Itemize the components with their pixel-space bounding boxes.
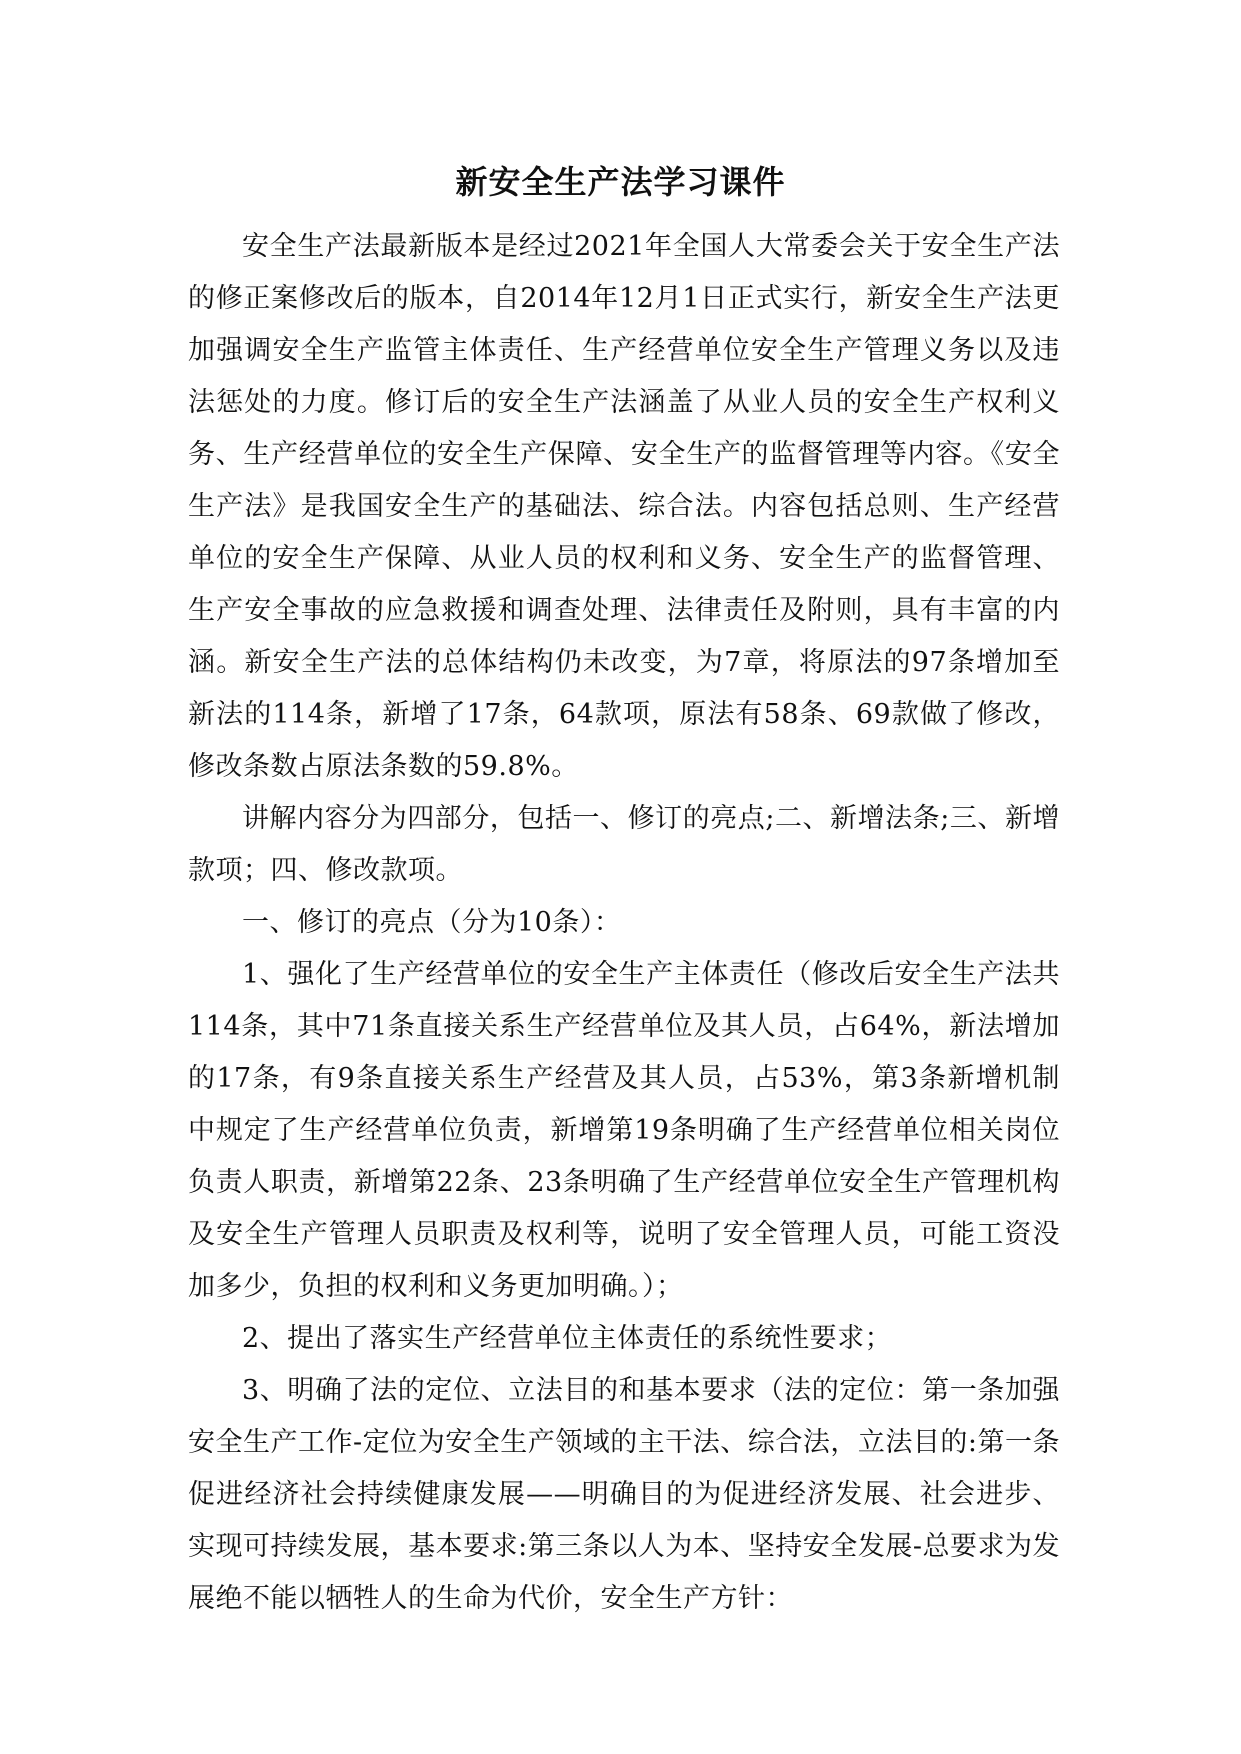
highlight-item-2: 2、提出了落实生产经营单位主体责任的系统性要求； [242,1323,893,1354]
intro-paragraph: 安全生产法最新版本是经过2021年全国人大常委会关于安全生产法的修正案修改后的版本，自2014年12月1日正式实行，新安全生产法更加强调安全生产监管主体责任、生产经营单位安全生产管理义务以及违法惩处的力度。修订后的安全生产法涵盖了从业人员的安全生产权利义务、生产经营单位的安全生产保障、安全生产的监督管理等内容。《安全生产法》是我国安全生产的基础法、综合法。内容包括总则、生产经营单位的安全生产保障、从业人员的权利和义务、安全生产的监督管理、生产安全事故的应急救援和调查处理、法律责任及附则，具有丰富的内涵。新安全生产法的总体结构仍未改变，为7章，将原法的97条增加至新法的114条，新增了17条，64款项，原法有58条、69款做了修改，修改条数占原法条数的59.8%。 [188,231,1060,782]
document-body [188,221,1060,1625]
document-title: 新安全生产法学习课件 [455,163,786,201]
section-heading-highlights: 一、修订的亮点（分为10条）： [242,907,622,938]
highlight-item-3: 3、明确了法的定位、立法目的和基本要求（法的定位：第一条加强安全生产工作-定位为安全生产领域的主干法、综合法，立法目的:第一条促进经济社会持续健康发展——明确目的为促进经济发展、社会进步、实现可持续发展，基本要求:第三条以人为本、坚持安全发展-总要求为发展绝不能以牺牲人的生命为代价，安全生产方针： [188,1375,1060,1614]
highlight-item-1: 1、强化了生产经营单位的安全生产主体责任（修改后安全生产法共114条，其中71条直接关系生产经营单位及其人员，占64%，新法增加的17条，有9条直接关系生产经营及其人员，占53%，第3条新增机制中规定了生产经营单位负责，新增第19条明确了生产经营单位相关岗位负责人职责，新增第22条、23条明确了生产经营单位安全生产管理机构及安全生产管理人员职责及权利等，说明了安全管理人员，可能工资没加多少，负担的权利和义务更加明确。）； [188,959,1060,1302]
outline-paragraph: 讲解内容分为四部分，包括一、修订的亮点;二、新增法条;三、新增款项；四、修改款项。 [188,803,1060,886]
